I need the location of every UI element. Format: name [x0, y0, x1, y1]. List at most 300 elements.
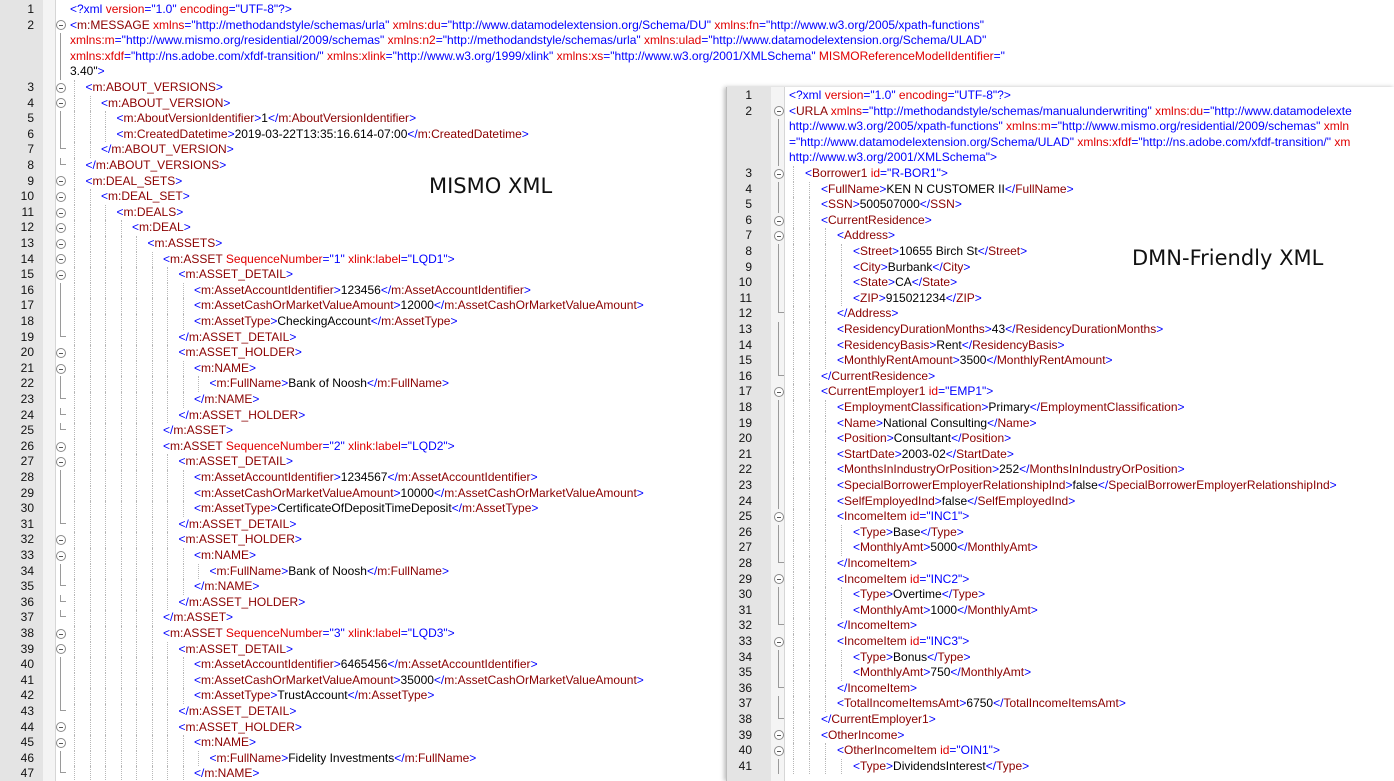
code-line[interactable]	[727, 322, 1394, 338]
indent-guide	[90, 626, 92, 642]
indent-guide	[74, 267, 76, 283]
indent-guide	[74, 127, 76, 143]
token: m:DEAL_SET	[108, 189, 183, 204]
token: >	[270, 314, 278, 328]
token: </	[920, 524, 931, 539]
indent-guide	[152, 454, 154, 470]
code-line[interactable]	[727, 275, 1394, 291]
token: >	[223, 95, 231, 110]
fold-toggle-icon[interactable]	[56, 223, 66, 233]
fold-toggle-icon[interactable]	[56, 442, 66, 452]
token: <	[194, 298, 202, 313]
fold-toggle-icon[interactable]	[56, 98, 66, 108]
indent-guide	[809, 572, 811, 588]
indent-guide	[841, 603, 843, 619]
fold-toggle-icon[interactable]	[56, 629, 66, 639]
code-line[interactable]	[727, 431, 1394, 447]
token: </	[1097, 478, 1109, 492]
fold-toggle-icon[interactable]	[774, 387, 784, 397]
fold-toggle-icon[interactable]	[56, 270, 66, 280]
code-line[interactable]	[727, 306, 1394, 322]
code-line[interactable]	[727, 728, 1394, 744]
fold-toggle-icon[interactable]	[56, 738, 66, 748]
indent-guide	[809, 494, 811, 510]
token: >	[249, 735, 257, 750]
code-line[interactable]	[727, 587, 1394, 603]
code-line[interactable]	[727, 712, 1394, 728]
token: m:AssetAccountIdentifier	[201, 282, 334, 297]
token: >	[523, 282, 531, 297]
indent-guide	[74, 657, 76, 673]
token: m:AssetAccountIdentifier	[397, 470, 531, 484]
indent-guide	[121, 704, 123, 720]
code-text	[148, 236, 223, 252]
token: </	[977, 244, 989, 258]
indent-guide	[74, 439, 76, 455]
token: >	[876, 415, 884, 430]
indent-guide	[841, 291, 843, 307]
token: >	[888, 275, 896, 290]
token: ="UTF-8"?>	[228, 2, 292, 16]
code-line[interactable]	[727, 650, 1394, 666]
token: >	[249, 548, 257, 562]
code-line[interactable]	[727, 696, 1394, 712]
token: >	[226, 610, 234, 625]
code-line[interactable]	[0, 18, 1394, 34]
token: ="R-BOR1">	[880, 166, 948, 180]
code-text	[194, 673, 644, 689]
token: CurrentResidence	[828, 212, 925, 227]
code-line[interactable]	[727, 681, 1394, 697]
token: >	[1006, 446, 1014, 461]
token: m:FullName	[377, 563, 442, 578]
indent-guide	[167, 345, 169, 361]
indent-guide	[793, 291, 795, 307]
token: >	[886, 587, 894, 602]
fold-toggle-icon[interactable]	[56, 254, 66, 264]
token: 1234567	[340, 470, 388, 484]
code-line[interactable]	[727, 743, 1394, 759]
indent-guide	[167, 314, 169, 330]
token: >	[636, 672, 644, 687]
indent-guide	[74, 330, 76, 346]
indent-guide	[90, 205, 92, 221]
indent-guide	[198, 564, 200, 580]
token: State	[860, 275, 889, 290]
code-line[interactable]	[727, 462, 1394, 478]
indent-guide	[105, 626, 107, 642]
indent-guide	[136, 423, 138, 439]
fold-end-icon	[778, 618, 784, 625]
token: >	[333, 282, 341, 297]
token: >	[992, 462, 1000, 477]
token: m:FullName	[216, 563, 282, 578]
code-line[interactable]	[727, 540, 1394, 556]
indent-guide	[105, 610, 107, 626]
indent-guide	[105, 720, 107, 736]
indent-guide	[121, 532, 123, 548]
code-line[interactable]	[727, 618, 1394, 634]
line-number: 8	[745, 244, 752, 258]
code-line[interactable]	[727, 634, 1394, 650]
token: >	[531, 501, 539, 516]
code-text	[789, 150, 997, 166]
code-line[interactable]	[727, 384, 1394, 400]
line-number: 32	[20, 532, 34, 547]
code-line[interactable]	[727, 369, 1394, 385]
line-number: 19	[738, 415, 752, 430]
token: </	[837, 556, 848, 570]
indent-guide	[809, 182, 811, 198]
fold-line-icon	[60, 283, 61, 299]
indent-guide	[121, 439, 123, 455]
token: >	[892, 244, 900, 258]
indent-guide	[841, 540, 843, 556]
indent-guide	[121, 236, 123, 252]
token: ="LQD1">	[400, 251, 455, 266]
fold-toggle-icon[interactable]	[774, 746, 784, 756]
code-line[interactable]	[727, 447, 1394, 463]
token: ="LQD2">	[400, 438, 455, 453]
indent-guide	[74, 345, 76, 361]
indent-guide	[121, 579, 123, 595]
indent-guide	[105, 439, 107, 455]
code-text	[837, 338, 1065, 354]
token: <	[194, 282, 202, 297]
code-text	[101, 96, 230, 112]
indent-guide	[825, 759, 827, 775]
indent-guide	[793, 306, 795, 322]
fold-toggle-icon[interactable]	[56, 239, 66, 249]
indent-guide	[152, 392, 154, 408]
line-number: 10	[738, 275, 752, 290]
token: <	[821, 212, 829, 227]
token: m:ASSET_DETAIL	[185, 267, 286, 282]
indent-guide	[167, 486, 169, 502]
line-number: 4	[27, 95, 34, 110]
token: m:ASSET_DETAIL	[188, 704, 290, 718]
code-line[interactable]	[0, 33, 1394, 49]
token: 2003-02	[901, 446, 946, 461]
indent-guide	[136, 610, 138, 626]
fold-toggle-icon[interactable]	[774, 231, 784, 241]
fold-toggle-icon[interactable]	[56, 348, 66, 358]
code-line[interactable]	[727, 182, 1394, 198]
code-line[interactable]	[727, 353, 1394, 369]
code-line[interactable]	[0, 64, 1394, 80]
token: m:AssetType	[381, 314, 451, 328]
fold-end-icon	[60, 142, 66, 149]
code-line[interactable]	[727, 197, 1394, 213]
token: ="http://www.datamodelextension.org/Schema/ULAD"	[701, 33, 987, 48]
dmn-friendly-xml-editor[interactable]	[726, 87, 1394, 781]
code-line[interactable]	[727, 150, 1394, 166]
fold-toggle-icon[interactable]	[774, 512, 784, 522]
code-line[interactable]	[727, 665, 1394, 681]
indent-guide	[121, 564, 123, 580]
token: <	[837, 228, 845, 243]
indent-guide	[121, 470, 123, 486]
code-text	[70, 64, 105, 80]
token: <	[853, 290, 861, 305]
token: <	[837, 353, 845, 368]
fold-toggle-icon[interactable]	[774, 169, 784, 179]
fold-toggle-icon[interactable]	[774, 637, 784, 647]
indent-guide	[105, 642, 107, 658]
indent-guide	[825, 572, 827, 588]
indent-guide	[152, 267, 154, 283]
code-text	[86, 80, 223, 96]
code-line[interactable]	[727, 759, 1394, 775]
indent-guide	[90, 454, 92, 470]
indent-guide	[825, 462, 827, 478]
indent-guide	[152, 361, 154, 377]
token: >	[1105, 353, 1113, 368]
fold-toggle-icon[interactable]	[56, 551, 66, 561]
token: ="INC1">	[919, 509, 970, 524]
fold-toggle-icon[interactable]	[774, 216, 784, 226]
line-number: 41	[20, 672, 34, 687]
token: <	[789, 103, 797, 118]
token: ="UTF-8"?>	[947, 88, 1011, 102]
code-text	[853, 665, 1031, 681]
indent-guide	[809, 556, 811, 572]
token: </	[194, 392, 205, 406]
token: </	[961, 337, 973, 352]
token: </	[967, 493, 978, 508]
line-number: 7	[27, 142, 34, 157]
token: </	[927, 649, 938, 664]
indent-guide	[105, 361, 107, 377]
token: 35000	[400, 672, 434, 687]
indent-guide	[793, 462, 795, 478]
indent-guide	[793, 431, 795, 447]
token: Type	[860, 758, 887, 773]
token: <	[209, 563, 217, 578]
token: <	[163, 626, 171, 640]
line-number: 33	[20, 548, 34, 562]
token: <	[837, 337, 845, 352]
code-text	[194, 501, 538, 517]
token: >	[252, 579, 260, 594]
token: ="http://www.mismo.org/residential/2009/schemas"	[1050, 119, 1324, 134]
code-text	[789, 119, 1349, 135]
token: xmlns:xs	[556, 48, 604, 63]
indent-guide	[105, 252, 107, 268]
indent-guide	[152, 766, 154, 781]
code-line[interactable]	[727, 603, 1394, 619]
token: </	[932, 259, 943, 274]
fold-toggle-icon[interactable]	[56, 457, 66, 467]
token: <	[178, 267, 186, 282]
code-text	[117, 127, 529, 143]
indent-guide	[121, 486, 123, 502]
code-line[interactable]	[727, 416, 1394, 432]
indent-guide	[74, 408, 76, 424]
token: >	[521, 126, 529, 141]
fold-line-icon	[778, 540, 779, 556]
indent-guide	[121, 766, 123, 781]
fold-toggle-icon[interactable]	[56, 176, 66, 186]
token: </	[1019, 462, 1030, 477]
indent-guide	[74, 610, 76, 626]
code-line[interactable]	[727, 228, 1394, 244]
indent-guide	[136, 314, 138, 330]
fold-line-icon	[778, 494, 779, 510]
token: >	[880, 259, 888, 274]
token: <	[194, 688, 202, 703]
fold-end-icon	[60, 704, 66, 711]
token: <	[853, 259, 861, 274]
indent-guide	[74, 673, 76, 689]
token: >	[1024, 665, 1032, 680]
token: <	[194, 485, 202, 500]
token: >	[950, 275, 958, 290]
token: FullName	[828, 181, 880, 196]
token: m:DEAL_SETS	[92, 173, 176, 188]
token: false	[1072, 478, 1098, 492]
token: encoding	[179, 2, 229, 16]
indent-guide	[121, 330, 123, 346]
line-number: 34	[738, 649, 752, 664]
token: <?xml	[70, 2, 106, 16]
token: encoding	[898, 88, 948, 102]
indent-guide	[167, 595, 169, 611]
fold-toggle-icon[interactable]	[56, 20, 66, 30]
code-line[interactable]	[727, 572, 1394, 588]
code-line[interactable]	[727, 135, 1394, 151]
code-line[interactable]	[727, 213, 1394, 229]
fold-toggle-icon[interactable]	[774, 574, 784, 584]
token: id	[928, 384, 939, 399]
code-line[interactable]	[727, 166, 1394, 182]
indent-guide	[167, 470, 169, 486]
indent-guide	[121, 735, 123, 751]
code-line[interactable]	[727, 525, 1394, 541]
token: ="1.0"	[144, 2, 180, 16]
token: SelfEmployedInd	[977, 493, 1069, 508]
indent-guide	[825, 322, 827, 338]
indent-guide	[825, 665, 827, 681]
indent-guide	[136, 267, 138, 283]
indent-guide	[793, 400, 795, 416]
indent-guide	[152, 720, 154, 736]
token: <	[194, 470, 202, 484]
code-line[interactable]	[727, 291, 1394, 307]
token: xmlns:m	[70, 33, 115, 48]
token: City	[860, 259, 881, 274]
line-number: 22	[20, 376, 34, 391]
token: ResidencyBasis	[972, 337, 1058, 352]
code-line[interactable]	[727, 338, 1394, 354]
fold-line-icon	[778, 416, 779, 432]
line-number: 1	[745, 88, 752, 102]
fold-toggle-icon[interactable]	[56, 83, 66, 93]
indent-guide	[90, 610, 92, 626]
code-line[interactable]	[727, 119, 1394, 135]
indent-guide	[809, 509, 811, 525]
indent-guide	[183, 548, 185, 564]
fold-toggle-icon[interactable]	[56, 208, 66, 218]
token: >	[963, 649, 971, 664]
fold-toggle-icon[interactable]	[56, 535, 66, 545]
indent-guide	[809, 416, 811, 432]
code-text	[837, 228, 895, 244]
fold-toggle-icon[interactable]	[56, 644, 66, 654]
indent-guide	[152, 252, 154, 268]
token: </	[194, 579, 205, 594]
indent-guide	[74, 532, 76, 548]
code-line[interactable]	[0, 2, 1394, 18]
indent-guide	[152, 642, 154, 658]
indent-guide	[90, 267, 92, 283]
token: </	[178, 516, 189, 531]
line-number: 28	[20, 470, 34, 484]
token: MonthlyRentAmount	[996, 353, 1106, 368]
indent-guide	[152, 501, 154, 517]
token: 915021234	[885, 290, 946, 305]
token: URLA	[796, 103, 831, 118]
code-line[interactable]	[0, 49, 1394, 65]
fold-toggle-icon[interactable]	[774, 106, 784, 116]
code-line[interactable]	[727, 494, 1394, 510]
code-line[interactable]	[727, 509, 1394, 525]
token: 10000	[400, 485, 434, 500]
fold-toggle-icon[interactable]	[774, 730, 784, 740]
indent-guide	[167, 501, 169, 517]
indent-guide	[105, 532, 107, 548]
token: >	[1177, 462, 1185, 477]
indent-guide	[793, 665, 795, 681]
code-line[interactable]	[727, 104, 1394, 120]
token: m:AboutVersionIdentifier	[278, 111, 410, 126]
token: >	[981, 400, 989, 414]
token: <	[853, 244, 861, 258]
code-text	[837, 618, 917, 634]
indent-guide	[90, 720, 92, 736]
indent-guide	[152, 345, 154, 361]
indent-guide	[793, 369, 795, 385]
indent-guide	[90, 548, 92, 564]
line-number: 46	[20, 750, 34, 765]
indent-guide	[74, 392, 76, 408]
indent-guide	[74, 80, 76, 96]
token: <	[853, 602, 861, 617]
token: >	[1057, 337, 1065, 352]
token: id	[870, 166, 881, 180]
code-line[interactable]	[727, 400, 1394, 416]
code-line[interactable]	[727, 556, 1394, 572]
token: MonthlyAmt	[860, 540, 924, 555]
token: >	[897, 727, 905, 742]
token: 10655 Birch St	[899, 244, 978, 258]
indent-guide	[105, 688, 107, 704]
fold-toggle-icon[interactable]	[56, 364, 66, 374]
code-text	[853, 525, 964, 541]
code-line[interactable]	[727, 88, 1394, 104]
line-number: 15	[738, 353, 752, 368]
token: >	[963, 259, 971, 274]
token: ="http://www.mismo.org/residential/2009/schemas"	[114, 33, 388, 48]
code-line[interactable]	[727, 478, 1394, 494]
indent-guide	[167, 517, 169, 533]
fold-toggle-icon[interactable]	[56, 192, 66, 202]
code-text	[179, 267, 294, 283]
indent-guide	[105, 236, 107, 252]
code-text	[179, 595, 306, 611]
token: >	[530, 470, 538, 484]
fold-toggle-icon[interactable]	[56, 722, 66, 732]
